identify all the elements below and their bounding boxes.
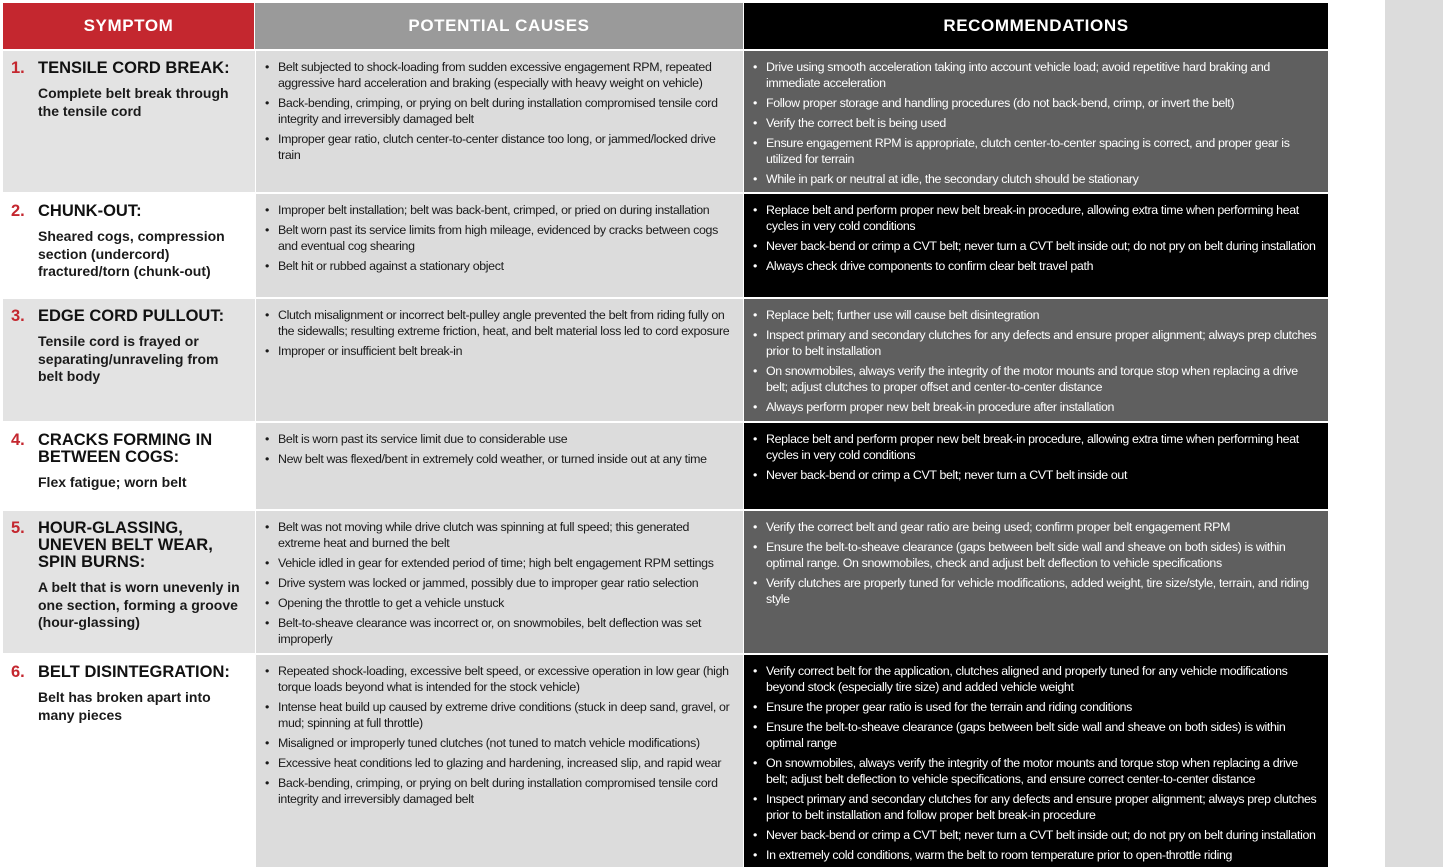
causes-cell [255,297,744,421]
cause-item: • Belt subjected to shock-loading from sudden excessive engagement RPM, repeated aggressive hard acceleration and braking (especially with heavy weight on vehicle) [264,59,733,91]
recommendation-item: • Ensure the belt-to-sheave clearance (gaps between belt side wall and sheave on both sides) is within optimal range [752,719,1318,751]
recommendation-item: • While in park or neutral at idle, the secondary clutch should be stationary [752,171,1318,187]
cause-item: • Belt-to-sheave clearance was incorrect or, on snowmobiles, belt deflection was set improperly [264,615,733,647]
recommendations-column-header: RECOMMENDATIONS [744,3,1328,49]
symptom-cell [3,509,255,653]
symptom-title [11,308,247,325]
recommendation-item: • Follow proper storage and handling procedures (do not back-bend, crimp, or invert the belt) [752,95,1318,111]
recommendation-item: • Always perform proper new belt break-in procedure after installation [752,399,1318,415]
symptom-description: A belt that is worn unevenly in one section, forming a groove (hour-glassing) [38,579,240,630]
symptom-number: 2. [11,202,25,220]
symptom-name: BELT DISINTEGRATION: [38,663,230,681]
causes-list [264,202,733,274]
recommendation-item: • Replace belt; further use will cause belt disintegration [752,307,1318,323]
cause-item: • Improper gear ratio, clutch center-to-center distance too long, or jammed/locked drive train [264,131,733,163]
symptom-description: Tensile cord is frayed or separating/unraveling from belt body [38,333,219,384]
symptom-name: CHUNK-OUT: [38,202,142,220]
cause-item: • Back-bending, crimping, or prying on belt during installation compromised tensile cord integrity and irreversibly damaged belt [264,95,733,127]
recommendation-item: • Never back-bend or crimp a CVT belt; never turn a CVT belt inside out [752,467,1318,483]
symptom-number: 3. [11,307,25,325]
recommendations-list [752,202,1318,274]
recommendation-item: • Drive using smooth acceleration taking into account vehicle load; avoid repetitive hard braking and immediate acceleration [752,59,1318,91]
recommendation-item: • Verify clutches are properly tuned for vehicle modifications, added weight, tire size/style, terrain, and riding style [752,575,1318,607]
symptom-number: 5. [11,519,25,537]
cause-item: • Back-bending, crimping, or prying on belt during installation compromised tensile cord integrity and irreversibly damaged belt [264,775,733,807]
cause-item: • Belt hit or rubbed against a stationary object [264,258,733,274]
cause-item: • Clutch misalignment or incorrect belt-pulley angle prevented the belt from riding fully on the sidewalls; resulting extreme friction, heat, and belt material loss led to cord exposure [264,307,733,339]
causes-cell [255,509,744,653]
symptom-name: CRACKS FORMING IN BETWEEN COGS: [38,431,213,466]
symptom-cell [3,49,255,192]
recommendations-list [752,431,1318,483]
causes-column-header: POTENTIAL CAUSES [255,3,744,49]
recommendation-item: • Ensure the belt-to-sheave clearance (gaps between belt side wall and sheave on both sides) is within optimal range. On snowmobiles, check and adjust belt deflection to vehicle specifications [752,539,1318,571]
recommendation-item: • Ensure the proper gear ratio is used for the terrain and riding conditions [752,699,1318,715]
cause-item: • Excessive heat conditions led to glazing and hardening, increased slip, and rapid wear [264,755,733,771]
cause-item: • Opening the throttle to get a vehicle unstuck [264,595,733,611]
recommendation-item: • Verify the correct belt is being used [752,115,1318,131]
troubleshooting-table [3,3,1328,867]
cause-item: • Drive system was locked or jammed, possibly due to improper gear ratio selection [264,575,733,591]
recommendations-cell [744,192,1328,297]
cause-item: • Misaligned or improperly tuned clutches (not tuned to match vehicle modifications) [264,735,733,751]
cause-item: • Repeated shock-loading, excessive belt speed, or excessive operation in low gear (high torque loads beyond what is intended for the stock vehicle) [264,663,733,695]
symptom-name: EDGE CORD PULLOUT: [38,307,225,325]
symptom-cell [3,192,255,297]
recommendation-item: • Replace belt and perform proper new belt break-in procedure, allowing extra time when performing heat cycles in very cold conditions [752,431,1318,463]
recommendation-item: • Ensure engagement RPM is appropriate, clutch center-to-center spacing is correct, and proper gear is utilized for terrain [752,135,1318,167]
symptom-description: Flex fatigue; worn belt [38,474,187,490]
symptom-description: Sheared cogs, compression section (undercord) fractured/torn (chunk-out) [38,228,225,279]
causes-list [264,431,733,467]
recommendation-item: • Inspect primary and secondary clutches for any defects and ensure proper alignment; always prep clutches prior to belt installation and follow proper belt break-in procedure [752,791,1318,823]
recommendations-list [752,519,1318,607]
causes-cell [255,421,744,509]
symptom-title [11,664,247,681]
recommendation-item: • Verify correct belt for the application, clutches aligned and properly tuned for any vehicle modifications beyond stock (especially tire size) and added vehicle weight [752,663,1318,695]
recommendation-item: • In extremely cold conditions, warm the belt to room temperature prior to open-throttle riding [752,847,1318,863]
causes-cell [255,49,744,192]
symptom-title [11,203,247,220]
symptom-description: Complete belt break through the tensile cord [38,85,229,119]
recommendation-item: • Inspect primary and secondary clutches for any defects and ensure proper alignment; always prep clutches prior to belt installation [752,327,1318,359]
recommendations-list [752,59,1318,187]
recommendation-item: • On snowmobiles, always verify the integrity of the motor mounts and torque stop when replacing a drive belt; adjust belt deflection to vehicle specifications, and ensure correct center-to-center distance [752,755,1318,787]
symptom-number: 4. [11,431,25,449]
symptom-cell [3,297,255,421]
causes-list [264,307,733,359]
cause-item: • New belt was flexed/bent in extremely cold weather, or turned inside out at any time [264,451,733,467]
recommendation-item: • On snowmobiles, always verify the integrity of the motor mounts and torque stop when replacing a drive belt; adjust clutches to proper offset and center-to-center distance [752,363,1318,395]
recommendation-item: • Never back-bend or crimp a CVT belt; never turn a CVT belt inside out; do not pry on belt during installation [752,238,1318,254]
recommendations-cell [744,49,1328,192]
recommendation-item: • Replace belt and perform proper new belt break-in procedure, allowing extra time when performing heat cycles in very cold conditions [752,202,1318,234]
cause-item: • Improper or insufficient belt break-in [264,343,733,359]
causes-cell [255,653,744,867]
recommendations-cell [744,509,1328,653]
symptom-number: 1. [11,59,25,77]
symptom-description: Belt has broken apart into many pieces [38,689,211,723]
cause-item: • Belt worn past its service limits from high mileage, evidenced by cracks between cogs and eventual cog shearing [264,222,733,254]
causes-list [264,663,733,807]
cause-item: • Improper belt installation; belt was back-bent, crimped, or pried on during installation [264,202,733,218]
symptom-name: TENSILE CORD BREAK: [38,59,230,77]
recommendations-list [752,307,1318,415]
recommendations-cell [744,297,1328,421]
recommendation-item: • Verify the correct belt and gear ratio are being used; confirm proper belt engagement RPM [752,519,1318,535]
cause-item: • Vehicle idled in gear for extended period of time; high belt engagement RPM settings [264,555,733,571]
causes-cell [255,192,744,297]
cause-item: • Belt was not moving while drive clutch was spinning at full speed; this generated extreme heat and burned the belt [264,519,733,551]
recommendations-cell [744,421,1328,509]
symptom-title [11,432,247,466]
cause-item: • Intense heat build up caused by extreme drive conditions (stuck in deep sand, gravel, or mud; spinning at full throttle) [264,699,733,731]
symptom-cell [3,653,255,867]
causes-list [264,519,733,647]
recommendation-item: • Always check drive components to confirm clear belt travel path [752,258,1318,274]
recommendations-list [752,663,1318,863]
recommendations-cell [744,653,1328,867]
causes-list [264,59,733,163]
symptom-title [11,60,247,77]
cause-item: • Belt is worn past its service limit due to considerable use [264,431,733,447]
symptom-cell [3,421,255,509]
recommendation-item: • Never back-bend or crimp a CVT belt; never turn a CVT belt inside out; do not pry on belt during installation [752,827,1318,843]
symptom-number: 6. [11,663,25,681]
page-side-strip [1385,0,1443,867]
symptom-name: HOUR-GLASSING, UNEVEN BELT WEAR, SPIN BURNS: [38,519,213,571]
symptom-title [11,520,247,571]
symptom-column-header: SYMPTOM [3,3,255,49]
